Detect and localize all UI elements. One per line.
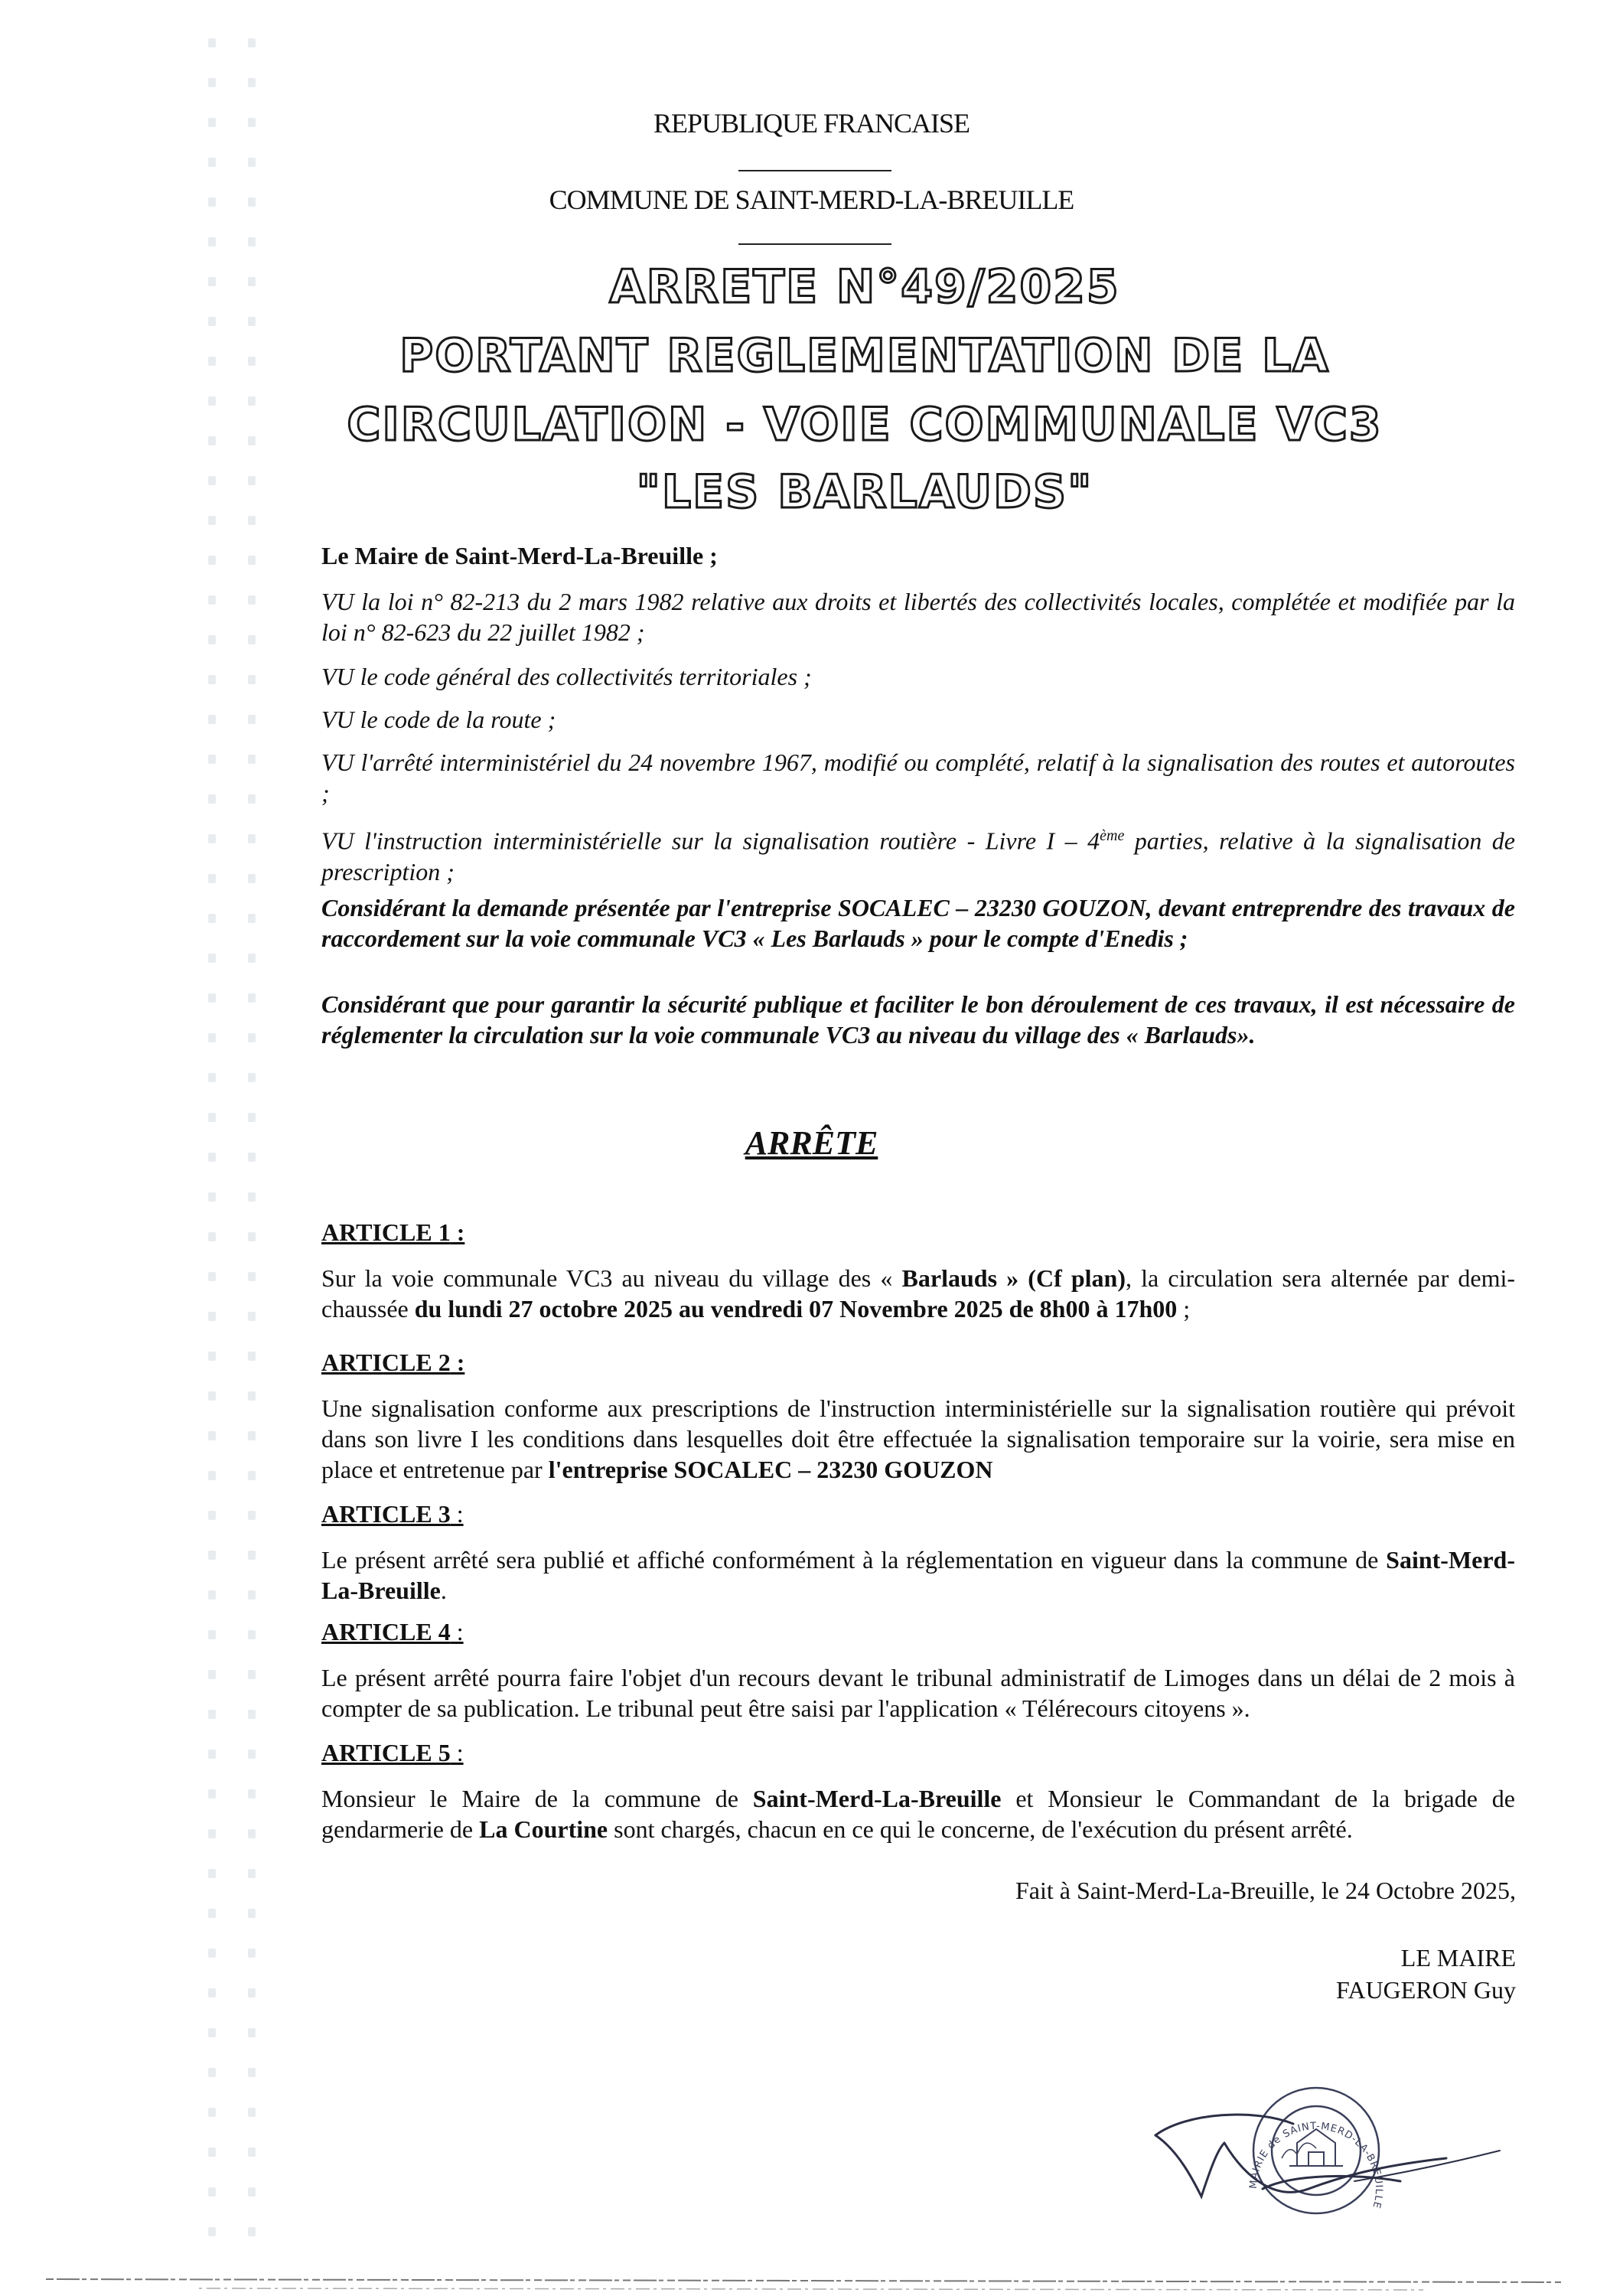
- edge-mark: [208, 1113, 216, 1122]
- signatory-name: FAUGERON Guy: [1336, 1976, 1516, 2004]
- commune-heading: COMMUNE DE SAINT-MERD-LA-BREUILLE: [549, 184, 1074, 215]
- maire-line: Le Maire de Saint-Merd-La-Breuille ;: [321, 542, 718, 569]
- edge-mark: [208, 1750, 216, 1759]
- edge-mark: [208, 78, 216, 87]
- edge-mark: [248, 2028, 256, 2037]
- edge-mark: [248, 1511, 256, 1520]
- edge-mark: [208, 317, 216, 326]
- header-separator-1: [738, 170, 891, 171]
- edge-mark: [208, 396, 216, 406]
- edge-mark: [248, 755, 256, 764]
- edge-mark: [208, 1431, 216, 1440]
- article-1-bold-dates: du lundi 27 octobre 2025 au vendredi 07 Novembre 2025 de 8h00 à 17h00: [414, 1295, 1178, 1322]
- edge-mark: [248, 357, 256, 366]
- article-1-bold-1: Barlauds » (Cf plan): [901, 1264, 1126, 1292]
- edge-mark: [248, 834, 256, 843]
- article-2-bold-entreprise: l'entreprise SOCALEC – 23230 GOUZON: [548, 1456, 993, 1483]
- edge-mark: [208, 1272, 216, 1281]
- edge-mark: [248, 1033, 256, 1042]
- edge-mark: [248, 1750, 256, 1759]
- article-4-label: ARTICLE 4: [321, 1618, 451, 1645]
- edge-mark: [248, 556, 256, 565]
- article-5-bold-gendarmerie: La Courtine: [479, 1815, 608, 1843]
- edge-mark: [248, 1789, 256, 1799]
- article-2-label: ARTICLE 2: [321, 1349, 451, 1376]
- header-separator-2: [738, 243, 891, 245]
- article-2-heading: [321, 1349, 464, 1377]
- article-4-colon: :: [450, 1618, 464, 1645]
- article-1-text-3: ;: [1177, 1295, 1191, 1322]
- stamp-text: MAIRIE de SAINT-MERD-LA-BREUILLE: [1247, 2120, 1385, 2210]
- edge-mark: [208, 2068, 216, 2077]
- edge-mark: [248, 2227, 256, 2236]
- edge-mark: [248, 277, 256, 286]
- edge-mark: [248, 1073, 256, 1082]
- edge-mark: [248, 595, 256, 605]
- edge-mark: [208, 1551, 216, 1560]
- edge-mark: [208, 2148, 216, 2157]
- article-3-text-1: Le présent arrêté sera publié et affiché conformément à la réglementation en vigueur dans la commune de: [321, 1546, 1387, 1574]
- mayor-signature-and-stamp: [1125, 2066, 1507, 2227]
- article-5-heading: [321, 1739, 464, 1767]
- edge-mark: [248, 874, 256, 883]
- edge-mark: [248, 516, 256, 525]
- scan-bottom-line: [46, 2273, 1561, 2296]
- edge-mark: [248, 2187, 256, 2197]
- edge-mark: [248, 78, 256, 87]
- edge-mark: [208, 158, 216, 167]
- article-3-bold-commune: Saint-Merd-La-Breuille: [321, 1546, 1515, 1604]
- fait-a-date: Fait à Saint-Merd-La-Breuille, le 24 Octobre 2025,: [1015, 1877, 1516, 1904]
- article-1-text-2: , la circulation sera alternée par demi-chaussée: [321, 1264, 1516, 1322]
- considerant-securite: Considérant que pour garantir la sécurité publique et faciliter le bon déroulement de ces travaux, il est nécessaire de réglementer la circulation sur la voie communale VC3 au niveau du village des « Barlauds».: [321, 990, 1515, 1049]
- article-2-colon: :: [450, 1349, 465, 1376]
- article-5-text-1: Monsieur le Maire de la commune de: [321, 1785, 753, 1812]
- title-line-4: "LES BARLAUDS": [636, 465, 1093, 519]
- edge-mark: [208, 2187, 216, 2197]
- edge-mark: [248, 2068, 256, 2077]
- edge-mark: [208, 1511, 216, 1520]
- edge-mark: [248, 1829, 256, 1838]
- edge-mark: [248, 1670, 256, 1679]
- edge-mark: [208, 476, 216, 485]
- edge-mark: [208, 516, 216, 525]
- edge-mark: [248, 2108, 256, 2117]
- edge-mark: [208, 357, 216, 366]
- edge-mark: [248, 436, 256, 445]
- article-3-colon: :: [450, 1500, 464, 1528]
- edge-mark: [208, 1949, 216, 1958]
- article-1-label: ARTICLE 1: [321, 1218, 451, 1246]
- edge-mark: [248, 1113, 256, 1122]
- edge-mark: [248, 1630, 256, 1639]
- edge-mark: [248, 476, 256, 485]
- article-5-colon: :: [450, 1739, 464, 1766]
- edge-mark: [208, 1988, 216, 1998]
- edge-mark: [208, 635, 216, 644]
- edge-mark: [208, 1710, 216, 1719]
- article-3-heading: [321, 1500, 464, 1528]
- article-3-body: [321, 1544, 1515, 1606]
- edge-mark: [248, 715, 256, 724]
- edge-mark: [208, 595, 216, 605]
- article-5-text-3: sont chargés, chacun en ce qui le concerne, de l'exécution du présent arrêté.: [608, 1815, 1353, 1843]
- vu5-superscript: ème: [1100, 827, 1125, 844]
- town-hall-stamp: [1248, 2088, 1384, 2213]
- edge-mark: [248, 675, 256, 684]
- edge-mark: [208, 1869, 216, 1878]
- edge-mark: [208, 954, 216, 963]
- edge-mark: [248, 914, 256, 923]
- arrete-heading: ARRÊTE: [745, 1124, 878, 1162]
- edge-mark: [208, 755, 216, 764]
- edge-mark: [208, 1829, 216, 1838]
- vu5-text-b: parties, relative à la signalisation de prescription ;: [321, 827, 1516, 885]
- edge-mark: [208, 1352, 216, 1361]
- edge-mark: [248, 237, 256, 246]
- vu5-text-a: VU l'instruction interministérielle sur la signalisation routière - Livre I – 4: [321, 827, 1100, 855]
- edge-mark: [248, 1988, 256, 1998]
- edge-mark: [248, 2148, 256, 2157]
- article-1-colon: :: [450, 1218, 465, 1246]
- title-line-2: PORTANT REGLEMENTATION DE LA: [399, 329, 1330, 383]
- vu-code-collectivites: VU le code général des collectivités territoriales ;: [321, 663, 812, 690]
- edge-mark: [208, 675, 216, 684]
- edge-mark: [248, 1710, 256, 1719]
- edge-mark: [208, 556, 216, 565]
- republic-heading: REPUBLIQUE FRANCAISE: [653, 108, 970, 139]
- edge-mark: [248, 1949, 256, 1958]
- vu-instruction-signalisation: [321, 820, 1515, 887]
- edge-mark: [208, 874, 216, 883]
- edge-mark: [248, 1869, 256, 1878]
- article-4-body: Le présent arrêté pourra faire l'objet d'un recours devant le tribunal administratif de Limoges dans un délai de 2 mois à compter de sa publication. Le tribunal peut être saisi par l'application « Télérecours citoyens ».: [321, 1664, 1515, 1722]
- signatory-role: LE MAIRE: [1400, 1944, 1516, 1971]
- edge-mark: [208, 1670, 216, 1679]
- edge-mark: [208, 1033, 216, 1042]
- edge-mark: [208, 1630, 216, 1639]
- edge-mark: [248, 794, 256, 804]
- vu-code-route: VU le code de la route ;: [321, 706, 556, 733]
- edge-mark: [208, 1073, 216, 1082]
- article-2-body: [321, 1393, 1515, 1485]
- edge-mark: [248, 1192, 256, 1202]
- article-3-label: ARTICLE 3: [321, 1500, 451, 1528]
- edge-mark: [248, 1590, 256, 1600]
- vu-loi-82-213: VU la loi n° 82-213 du 2 mars 1982 relative aux droits et libertés des collectivités locales, complétée et modifiée par la loi n° 82-623 du 22 juillet 1982 ;: [321, 588, 1515, 646]
- edge-mark: [208, 834, 216, 843]
- title-line-3: CIRCULATION - VOIE COMMUNALE VC3: [347, 398, 1383, 452]
- edge-mark: [208, 1391, 216, 1401]
- considerant-demande: Considérant la demande présentée par l'entreprise SOCALEC – 23230 GOUZON, devant entreprendre des travaux de raccordement sur la voie communale VC3 « Les Barlauds » pour le compte d'Enedis ;: [321, 894, 1515, 952]
- article-5-text-2: et Monsieur le Commandant de la brigade de gendarmerie de: [321, 1785, 1516, 1843]
- edge-mark: [208, 914, 216, 923]
- edge-mark: [208, 1471, 216, 1480]
- edge-mark: [248, 1551, 256, 1560]
- edge-mark: [248, 1431, 256, 1440]
- edge-mark: [248, 396, 256, 406]
- article-5-bold-commune: Saint-Merd-La-Breuille: [752, 1785, 1002, 1812]
- article-5-body: [321, 1783, 1515, 1844]
- edge-mark: [208, 1789, 216, 1799]
- edge-mark: [208, 715, 216, 724]
- article-1-text-1: Sur la voie communale VC3 au niveau du village des «: [321, 1264, 902, 1292]
- edge-mark: [208, 1232, 216, 1241]
- edge-mark: [208, 1312, 216, 1321]
- edge-mark: [208, 436, 216, 445]
- edge-mark: [208, 2028, 216, 2037]
- title-line-1: ARRETE N°49/2025: [609, 260, 1120, 314]
- edge-mark: [248, 954, 256, 963]
- edge-mark: [208, 2227, 216, 2236]
- edge-mark: [248, 635, 256, 644]
- edge-mark: [208, 277, 216, 286]
- edge-mark: [248, 1391, 256, 1401]
- edge-mark: [208, 1590, 216, 1600]
- edge-mark: [248, 38, 256, 47]
- article-1-body: [321, 1263, 1515, 1324]
- edge-mark: [248, 1312, 256, 1321]
- edge-mark: [248, 1272, 256, 1281]
- vu-arrete-1967: VU l'arrêté interministériel du 24 novembre 1967, modifié ou complété, relatif à la signalisation des routes et autoroutes ;: [321, 748, 1515, 807]
- edge-mark: [208, 38, 216, 47]
- edge-mark: [208, 2108, 216, 2117]
- edge-mark: [208, 237, 216, 246]
- article-1-heading: [321, 1218, 464, 1247]
- edge-mark: [248, 1232, 256, 1241]
- article-4-heading: [321, 1618, 464, 1646]
- edge-mark: [248, 993, 256, 1003]
- edge-mark: [248, 317, 256, 326]
- article-2-text-1: Une signalisation conforme aux prescriptions de l'instruction interministérielle sur la signalisation routière qui prévoit dans son livre I les conditions dans lesquelles doit être effectuée la signalisation temporaire sur la voirie, sera mise en place et entretenue par: [321, 1394, 1515, 1483]
- edge-mark: [248, 1352, 256, 1361]
- edge-mark: [248, 158, 256, 167]
- edge-mark: [248, 1909, 256, 1918]
- edge-mark: [208, 993, 216, 1003]
- edge-mark: [248, 1471, 256, 1480]
- edge-mark: [208, 1909, 216, 1918]
- edge-mark: [208, 794, 216, 804]
- edge-mark: [208, 1192, 216, 1202]
- article-3-text-2: .: [440, 1577, 447, 1604]
- article-5-label: ARTICLE 5: [321, 1739, 451, 1766]
